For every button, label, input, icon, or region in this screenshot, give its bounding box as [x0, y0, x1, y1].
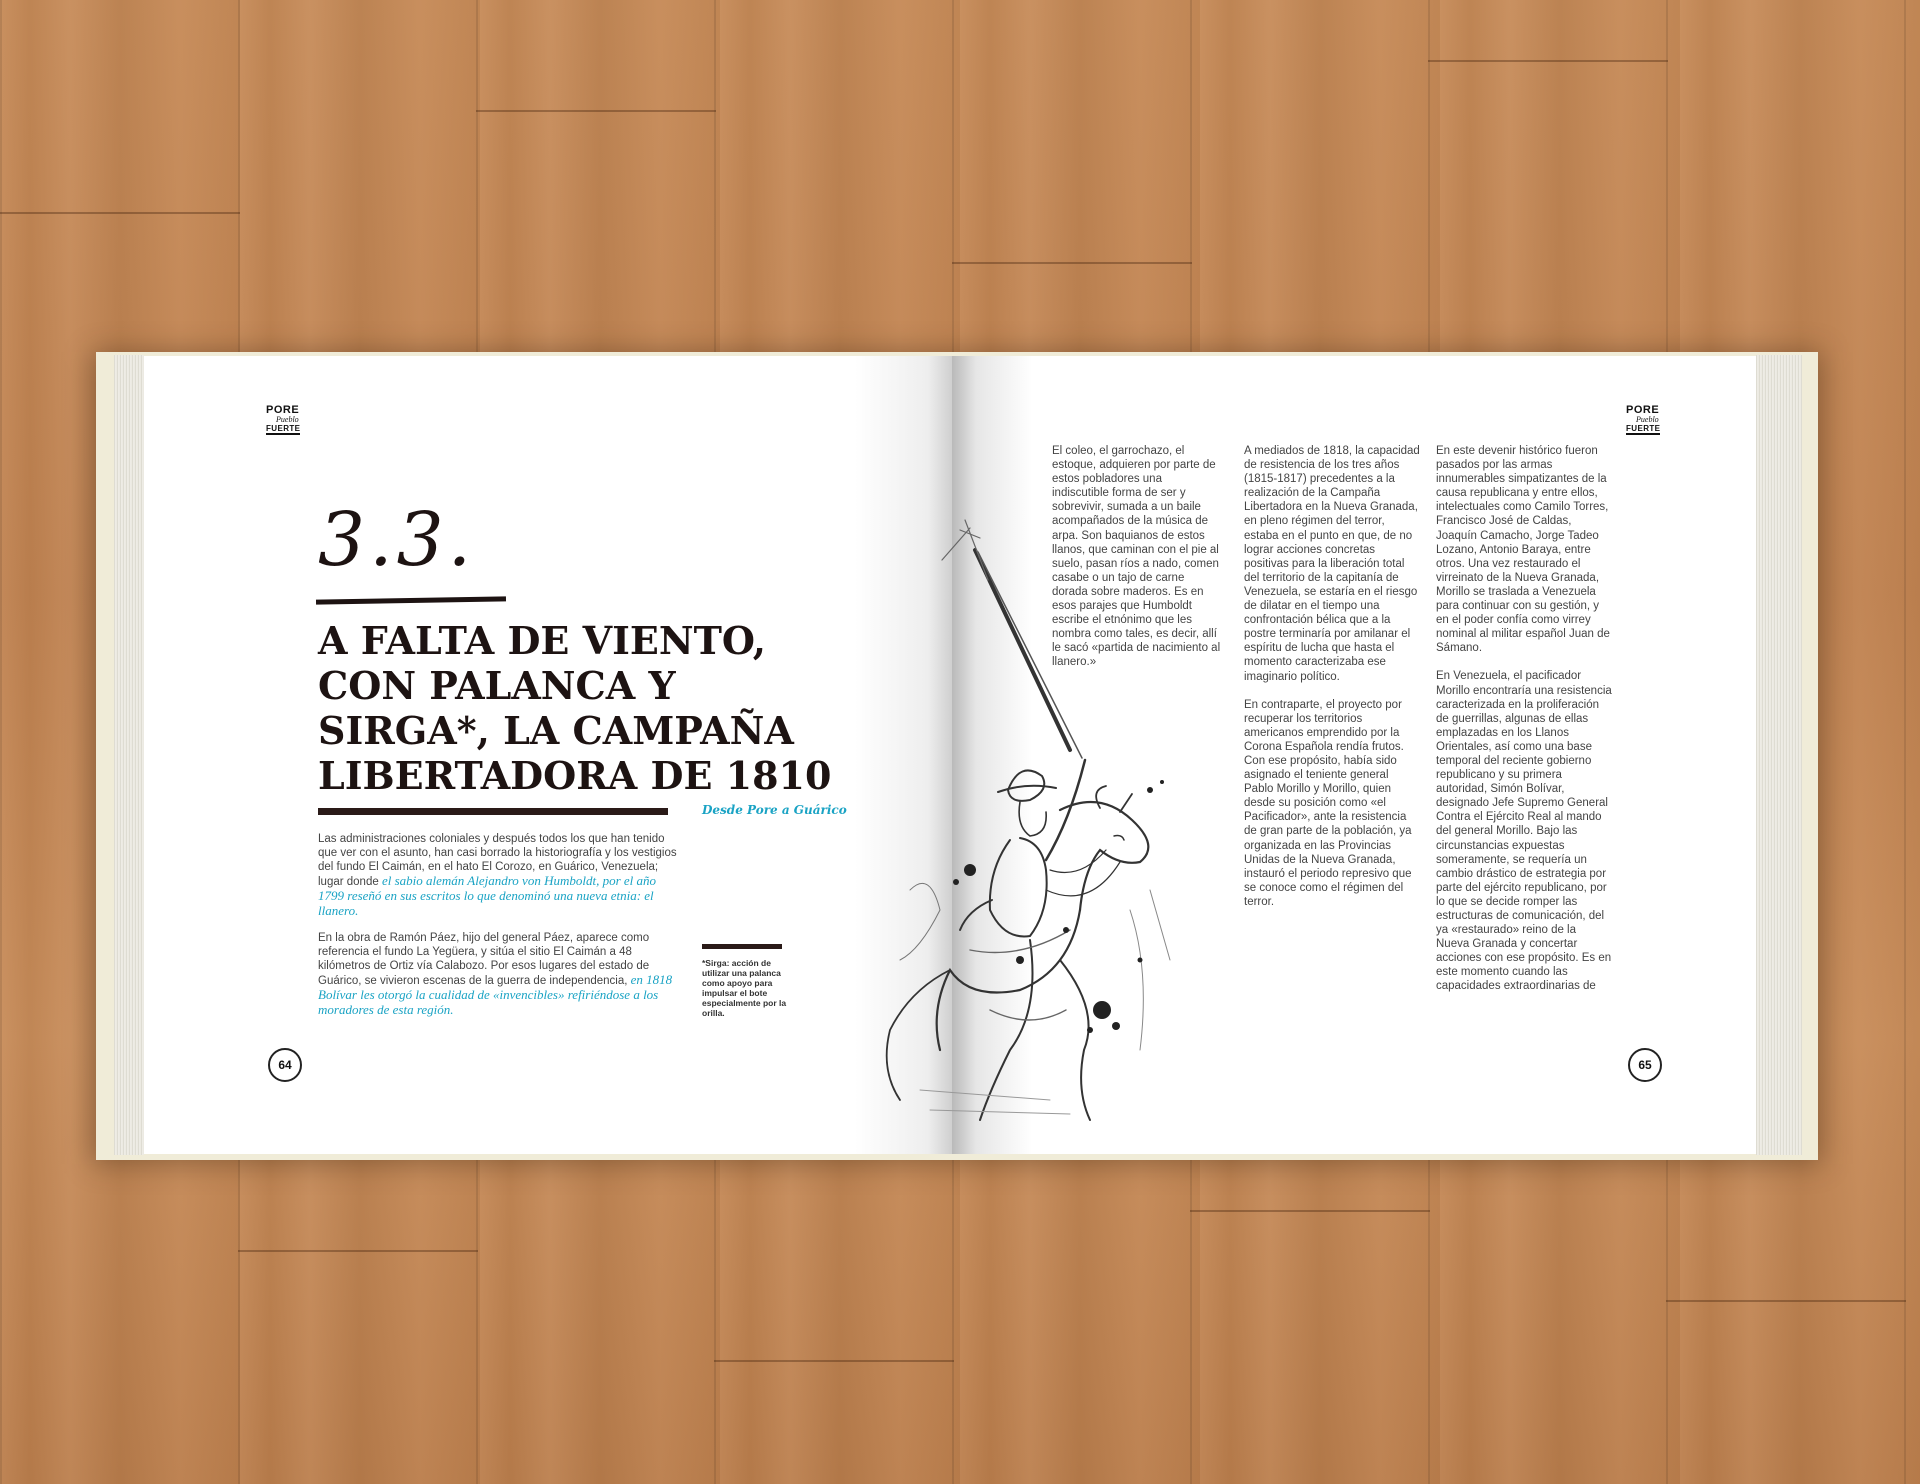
floor-seam — [0, 212, 240, 214]
floor-seam — [1666, 1300, 1906, 1302]
logo-line3: FUERTE — [266, 424, 301, 433]
title-rule — [318, 808, 668, 815]
book-logo-right — [1626, 406, 1660, 435]
floor-seam — [714, 1360, 954, 1362]
highlight-text: en 1818 Bolívar les otorgó la cualidad de «invencibles» refiriéndose a los moradores de esta región. — [318, 972, 673, 1017]
chapter-number: 3.3. — [318, 497, 476, 583]
page-number-right: 65 — [1628, 1048, 1662, 1082]
title-line: A FALTA DE VIENTO, — [318, 618, 766, 663]
title-line: CON PALANCA Y — [318, 663, 676, 708]
left-body-text — [318, 832, 678, 1030]
chapter-subtitle: Desde Pore a Guárico — [702, 803, 847, 817]
paragraph — [318, 832, 678, 919]
right-column-3 — [1436, 444, 1612, 1008]
title-line: LIBERTADORA DE 1810 — [318, 753, 832, 798]
right-column-1 — [1052, 444, 1222, 684]
footnote-rule — [702, 944, 782, 949]
title-line: SIRGA*, LA CAMPAÑA — [318, 708, 794, 753]
floor-seam — [238, 1250, 478, 1252]
paragraph: En Venezuela, el pacificador Morillo encontraría una resistencia caracterizada en la proliferación de guerrillas, algunas de ellas emplazadas en los Llanos Orientales, así como una base temporal del reciente gobierno republicano y su primera autoridad, Simón Bolívar, designado Jefe Supremo General Contra el Ejército Real al mando del general Morillo. Bajo las circunstancias expuestas someramente, se requería un cambio drástico de estrategia por parte del ejército republicano, por lo que se decide romper las estructuras de comunicación, del ya «restaurado» reino de la Nueva Granada y concertar acciones con ese propósito. Es en este momento cuando las capacidades extraordinarias de — [1436, 670, 1612, 993]
paragraph: En este devenir histórico fueron pasados por las armas innumerables simpatizantes de la causa republicana y entre ellos, intelectuales como Camilo Torres, Francisco José de Caldas, Joaquín Camacho, Jorge Tadeo Lozano, Antonio Baraya, entre otros. Una vez restaurado el virreinato de la Nueva Granada, Morillo se traslada a Venezuela para continuar con su gestión, y en el poder confía como virrey nominal al militar español Juan de Sámano. — [1436, 445, 1610, 655]
paragraph — [318, 931, 678, 1018]
paragraph-text: Las administraciones coloniales y después todos los que han tenido que ver con el asunto, han casi borrado la historiografía y los vestigios del fundo El Caimán, en el hato El Corozo, en Guárico, Venezuela; lugar donde — [318, 833, 677, 888]
paragraph: A mediados de 1818, la capacidad de resistencia de los tres años (1815-1817) precedentes a la realización de la Campaña Libertadora en la Nueva Granada, en pleno régimen del terror, estaba en el punto en que, de no lograr acciones concretas positivas para la liberación total del territorio de la capitanía de Venezuela, se estaría en el riesgo de dilatar en el tiempo una confrontación bélica que a la postre terminaría por amilanar el espíritu de lucha que hasta el momento caracterizaba ese imaginario político. — [1244, 445, 1420, 683]
floor-seam — [476, 110, 716, 112]
floor-seam — [952, 262, 1192, 264]
page-number-left: 64 — [268, 1048, 302, 1082]
paragraph: El coleo, el garrochazo, el estoque, adquieren por parte de estos pobladores una indiscutible forma de ser y sobrevivir, sumada a un baile acompañados de la música de arpa. Son baquianos de estos llanos, que caminan con el pie al suelo, pasan ríos a nado, comen casabe o un tajo de carne dorada sobre maderos. Es en esos parajes que Humboldt escribe el etnónimo que les nombra como tales, es decir, allí le sacó «partida de nacimiento al llanero.» — [1052, 445, 1221, 669]
floor-seam — [1190, 1210, 1430, 1212]
chapter-title — [318, 618, 838, 798]
paragraph: En contraparte, el proyecto por recuperar los territorios americanos emprendido por la Corona Española rendía frutos. Con ese propósito, había sido asignado el teniente general Pablo Morillo y Morillo, quien desde su posición como «el Pacificador», ante la resistencia de gran parte de la población, ya organizada en las Provincias Unidas de la Nueva Granada, instauró el periodo represivo que se conoce como el régimen del terror. — [1244, 698, 1412, 908]
book-logo-left — [266, 406, 300, 435]
paragraph-text: En la obra de Ramón Páez, hijo del general Páez, aparece como referencia el fundo La Yegüera, y sitúa el sitio El Caimán a 48 kilómetros de Ortiz vía Calabozo. Por esos lugares del estado de Guárico, se vivieron escenas de la guerra de independencia, — [318, 932, 650, 987]
logo-line2: Pueblo — [1636, 415, 1659, 424]
logo-line2: Pueblo — [276, 415, 299, 424]
logo-line1: PORE — [266, 404, 300, 416]
floor-seam — [1428, 60, 1668, 62]
right-column-2 — [1244, 444, 1420, 923]
highlight-text: el sabio alemán Alejandro von Humboldt, por el año 1799 reseñó en sus escritos lo que denominó una nueva etnia: el llanero. — [318, 873, 657, 918]
page-stack-right — [1756, 355, 1802, 1155]
logo-line3: FUERTE — [1626, 424, 1661, 433]
footnote: *Sirga: acción de utilizar una palanca como apoyo para impulsar el bote especialmente por la orilla. — [702, 958, 787, 1018]
page-stack-left — [114, 355, 144, 1155]
logo-line1: PORE — [1626, 404, 1660, 416]
